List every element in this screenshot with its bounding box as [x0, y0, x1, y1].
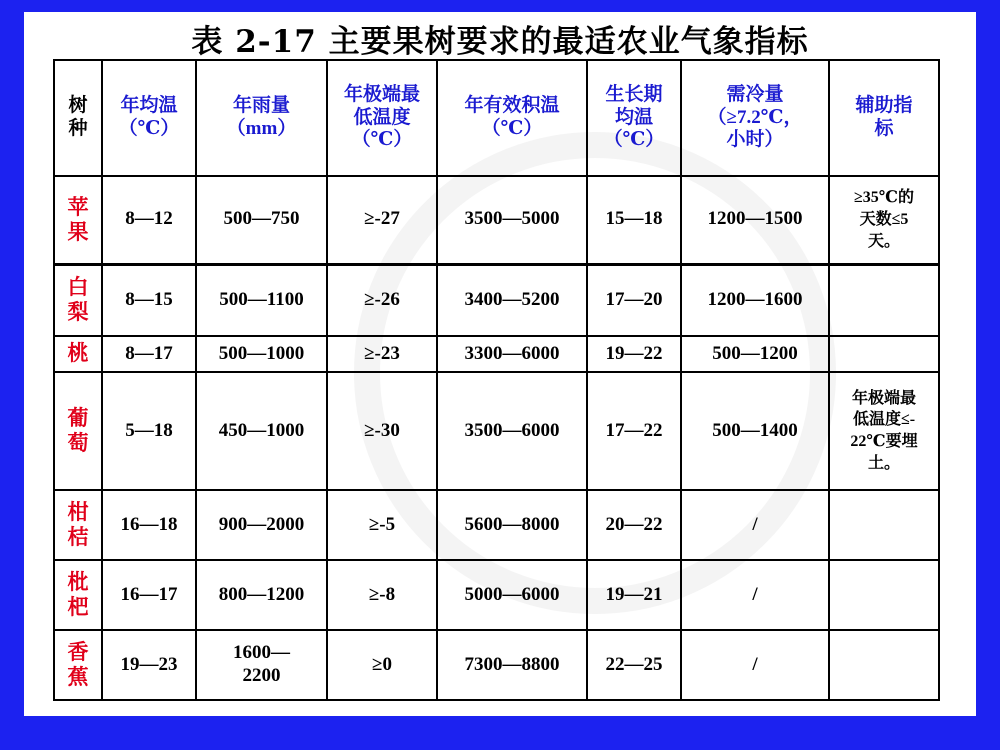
growth-temp-cell: 15—18: [587, 176, 681, 264]
species-cell: 桃: [54, 336, 102, 372]
header-avg-temp: 年均温 （℃）: [102, 60, 196, 176]
table-row: [54, 176, 939, 264]
header-aux: 辅助指 标: [829, 60, 939, 176]
accum-temp-cell: 3500—5000: [437, 176, 587, 264]
rainfall-cell: 500—1000: [196, 336, 327, 372]
chill-cell: 1200—1500: [681, 176, 829, 264]
header-row: [54, 60, 939, 176]
chill-cell: 1200—1600: [681, 264, 829, 336]
accum-temp-cell: 3300—6000: [437, 336, 587, 372]
rainfall-cell: 900—2000: [196, 490, 327, 560]
avg-temp-cell: 16—17: [102, 560, 196, 630]
species-cell: 白 梨: [54, 264, 102, 336]
aux-cell: [829, 336, 939, 372]
growth-temp-cell: 17—20: [587, 264, 681, 336]
table-row: [54, 490, 939, 560]
accum-temp-cell: 5000—6000: [437, 560, 587, 630]
header-accum-temp: 年有效积温 （℃）: [437, 60, 587, 176]
aux-cell: [829, 630, 939, 700]
header-chill: 需冷量 （≥7.2℃， 小时）: [681, 60, 829, 176]
aux-cell: 年极端最 低温度≤- 22℃要埋 土。: [829, 372, 939, 490]
header-growth-temp: 生长期 均温 （℃）: [587, 60, 681, 176]
chill-cell: /: [681, 630, 829, 700]
species-cell: 枇 杷: [54, 560, 102, 630]
min-temp-cell: ≥-30: [327, 372, 437, 490]
min-temp-cell: ≥-5: [327, 490, 437, 560]
avg-temp-cell: 8—17: [102, 336, 196, 372]
min-temp-cell: ≥-23: [327, 336, 437, 372]
chill-cell: 500—1200: [681, 336, 829, 372]
min-temp-cell: ≥-8: [327, 560, 437, 630]
accum-temp-cell: 3400—5200: [437, 264, 587, 336]
min-temp-cell: ≥-26: [327, 264, 437, 336]
species-cell: 香 蕉: [54, 630, 102, 700]
avg-temp-cell: 8—12: [102, 176, 196, 264]
accum-temp-cell: 3500—6000: [437, 372, 587, 490]
aux-cell: [829, 264, 939, 336]
aux-cell: ≥35℃的 天数≤5 天。: [829, 176, 939, 264]
accum-temp-cell: 5600—8000: [437, 490, 587, 560]
growth-temp-cell: 20—22: [587, 490, 681, 560]
accum-temp-cell: 7300—8800: [437, 630, 587, 700]
header-rainfall: 年雨量 （mm）: [196, 60, 327, 176]
rainfall-cell: 500—750: [196, 176, 327, 264]
header-min-temp: 年极端最 低温度 （℃）: [327, 60, 437, 176]
species-cell: 葡 萄: [54, 372, 102, 490]
page-title: 表 2-17 主要果树要求的最适农业气象指标: [191, 24, 809, 60]
table-row: [54, 336, 939, 372]
chill-cell: /: [681, 560, 829, 630]
table-row: [54, 560, 939, 630]
rainfall-cell: 1600— 2200: [196, 630, 327, 700]
avg-temp-cell: 19—23: [102, 630, 196, 700]
rainfall-cell: 450—1000: [196, 372, 327, 490]
avg-temp-cell: 5—18: [102, 372, 196, 490]
chill-cell: 500—1400: [681, 372, 829, 490]
rainfall-cell: 800—1200: [196, 560, 327, 630]
min-temp-cell: ≥0: [327, 630, 437, 700]
table-row: [54, 630, 939, 700]
aux-cell: [829, 490, 939, 560]
aux-cell: [829, 560, 939, 630]
table-row: [54, 372, 939, 490]
avg-temp-cell: 16—18: [102, 490, 196, 560]
growth-temp-cell: 19—22: [587, 336, 681, 372]
rainfall-cell: 500—1100: [196, 264, 327, 336]
header-species: 树 种: [54, 60, 102, 176]
growth-temp-cell: 17—22: [587, 372, 681, 490]
growth-temp-cell: 19—21: [587, 560, 681, 630]
species-cell: 苹 果: [54, 176, 102, 264]
table-row: [54, 264, 939, 336]
climate-index-table: [53, 59, 940, 701]
growth-temp-cell: 22—25: [587, 630, 681, 700]
chill-cell: /: [681, 490, 829, 560]
avg-temp-cell: 8—15: [102, 264, 196, 336]
min-temp-cell: ≥-27: [327, 176, 437, 264]
species-cell: 柑 桔: [54, 490, 102, 560]
slide: [24, 12, 976, 716]
